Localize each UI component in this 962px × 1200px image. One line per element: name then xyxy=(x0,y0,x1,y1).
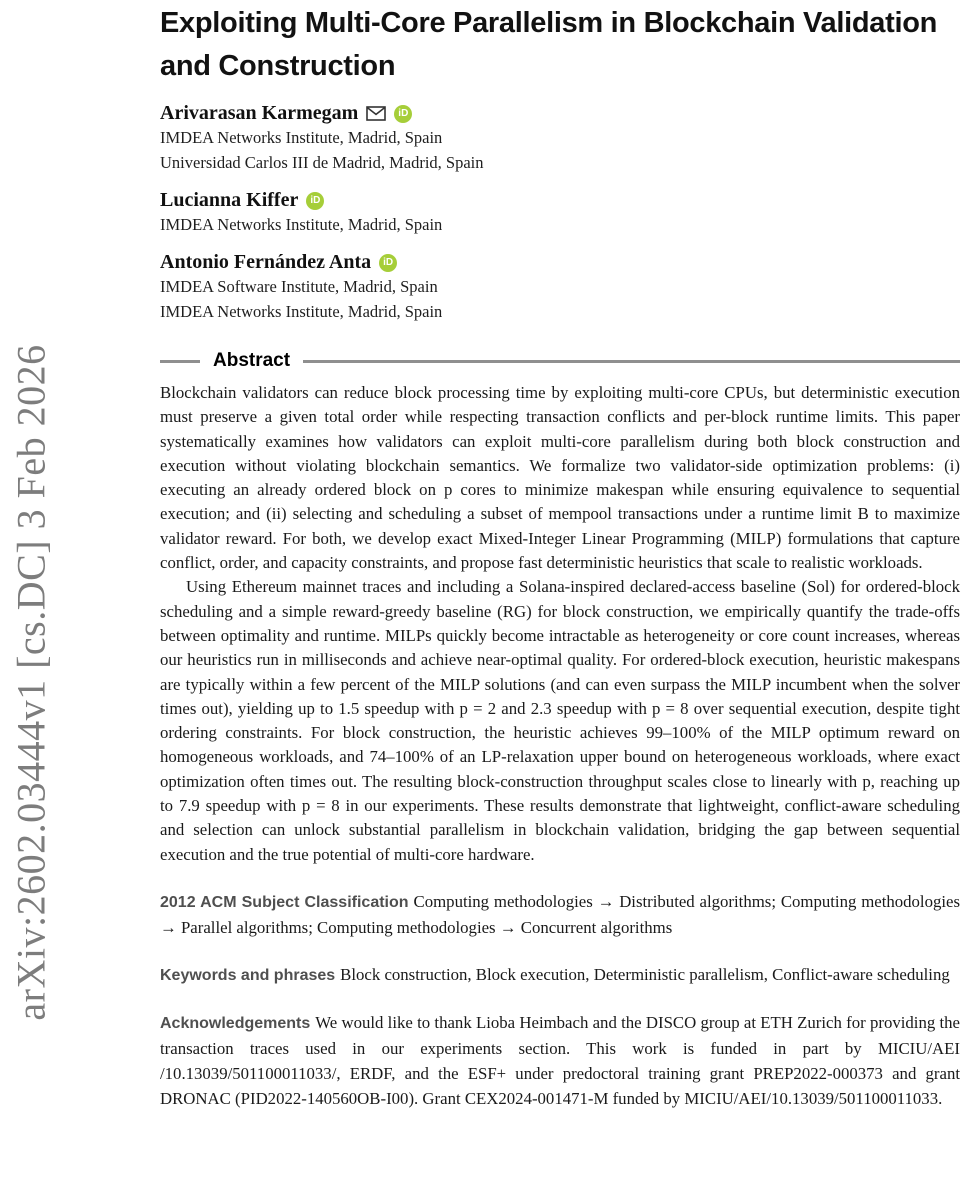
acm-classification-label: 2012 ACM Subject Classification xyxy=(160,893,409,911)
author-name-row xyxy=(160,189,960,212)
orcid-icon[interactable]: iD xyxy=(306,192,324,210)
paper-first-page xyxy=(160,0,960,1111)
author-affiliation: Universidad Carlos III de Madrid, Madrid, Spain xyxy=(160,153,484,172)
email-icon[interactable] xyxy=(366,106,386,121)
acknowledgements-text: We would like to thank Lioba Heimbach and the DISCO group at ETH Zurich for providing the transaction traces used in our experiments section. This work is funded in part by MICIU/AEI /10.13039/501100011033/, ERDF, and the ESF+ under predoctoral training grant PREP2022-000373 and grant DRONAC (PID2022-140560OB-I00). Grant CEX2024-001471-M funded by MICIU/AEI/10.13039/501100011033. xyxy=(160,1012,960,1108)
abstract-heading xyxy=(160,350,960,372)
acm-classification-text: Computing methodologies → Distributed algorithms; Computing methodologies → Parallel algorithms; Computing methodologies → Concurrent algorithms xyxy=(160,891,961,937)
author-affiliation: IMDEA Networks Institute, Madrid, Spain xyxy=(160,302,443,321)
author-name-row xyxy=(160,251,960,274)
abstract-heading-label: Abstract xyxy=(213,350,291,371)
author-block-3 xyxy=(160,251,960,324)
author-affiliation: IMDEA Networks Institute, Madrid, Spain xyxy=(160,215,443,234)
abstract-rule-right xyxy=(303,360,960,363)
author-name: Arivarasan Karmegam xyxy=(160,102,359,124)
keywords xyxy=(160,962,960,988)
abstract-rule-left xyxy=(160,360,200,363)
keywords-label: Keywords and phrases xyxy=(160,966,336,984)
paper-title: Exploiting Multi-Core Parallelism in Blockchain Validation and Construction xyxy=(160,7,938,82)
acknowledgements xyxy=(160,1010,960,1111)
author-name-row xyxy=(160,102,960,125)
arxiv-id-label: arXiv:2602.03444v1 [cs.DC] 3 Feb 2026 xyxy=(8,343,54,1021)
author-block-1 xyxy=(160,102,960,175)
acm-classification xyxy=(160,889,960,940)
abstract-paragraph-2: Using Ethereum mainnet traces and including a Solana-inspired declared-access baseline (Sol) for ordered-block scheduling and a simple reward-greedy baseline (RG) for block construction, we empirically quantify the trade-offs between optimality and runtime. MILPs quickly become intractable as heterogeneity or core count increases, whereas our heuristics run in milliseconds and achieve near-optimal quality. For ordered-block execution, heuristic makespans are typically within a few percent of the MILP solutions (and can even surpass the MILP incumbent when the solver times out), yielding up to 1.5 speedup with p = 2 and 2.3 speedup with p = 8 over sequential execution, despite tight ordering constraints. For block construction, the heuristic achieves 99–100% of the MILP optimum reward on homogeneous workloads, and 74–100% of an LP-relaxation upper bound on heterogeneous workloads, where exact optimization often times out. The resulting block-construction throughput scales close to linearly with p, reaching up to 7.9 speedup with p = 8 in our experiments. These results demonstrate that lightweight, conflict-aware scheduling and selection can unlock substantial parallelism in blockchain validation, bridging the gap between sequential execution and the true potential of multi-core hardware. xyxy=(160,577,960,864)
arxiv-watermark xyxy=(0,328,62,1036)
keywords-text: Block construction, Block execution, Deterministic parallelism, Conflict-aware scheduling xyxy=(340,964,950,984)
abstract-paragraph-1: Blockchain validators can reduce block processing time by exploiting multi-core CPUs, but deterministic execution must preserve a given total order while respecting transaction conflicts and per-block runtime limits. This paper systematically examines how validators can exploit multi-core parallelism during both block construction and execution without violating blockchain semantics. We formalize two validator-side optimization problems: (i) executing an already ordered block on p cores to minimize makespan while ensuring equivalence to sequential execution; and (ii) selecting and scheduling a subset of mempool transactions under a runtime limit B to maximize validator reward. For both, we develop exact Mixed-Integer Linear Programming (MILP) formulations that capture conflict, order, and capacity constraints, and propose fast deterministic heuristics that scale to realistic workloads. xyxy=(160,383,960,573)
acknowledgements-label: Acknowledgements xyxy=(160,1014,311,1032)
orcid-icon[interactable]: iD xyxy=(394,105,412,123)
author-name: Antonio Fernández Anta xyxy=(160,251,372,273)
author-block-2 xyxy=(160,189,960,237)
orcid-icon[interactable]: iD xyxy=(379,254,397,272)
author-affiliation: IMDEA Software Institute, Madrid, Spain xyxy=(160,277,438,296)
author-affiliation: IMDEA Networks Institute, Madrid, Spain xyxy=(160,128,443,147)
author-name: Lucianna Kiffer xyxy=(160,189,299,211)
